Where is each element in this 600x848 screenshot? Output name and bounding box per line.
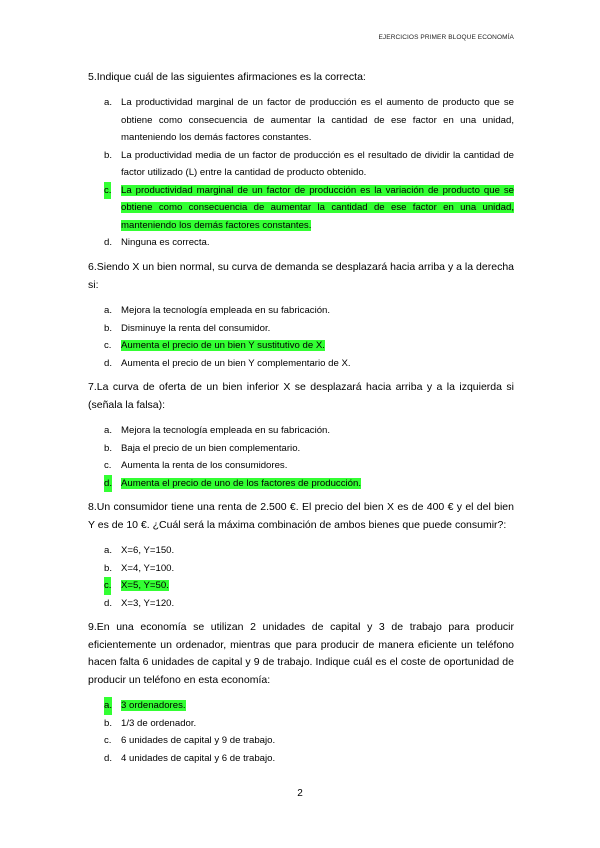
option-5d[interactable]: d. Ninguna es correcta. [104,237,210,248]
option-9d[interactable]: d. 4 unidades de capital y 6 de trabajo. [104,752,276,764]
page-header: EJERCICIOS PRIMER BLOQUE ECONOMÍA [378,34,514,41]
option-8a[interactable]: a. X=6, Y=150. [104,545,175,556]
option-7d-correct[interactable]: d. Aumenta el precio de uno de los factores de producción. [104,475,514,493]
question-6: 6.Siendo X un bien normal, su curva de demanda se desplazará hacia arriba y a la derecha si: [88,261,514,291]
option-7b[interactable]: b. Baja el precio de un bien complementario. [104,442,301,454]
question-5-options [104,94,514,252]
option-5b[interactable]: b. La productividad media de un factor de producción es el resultado de dividir la cantidad de factor utilizado (L) entre la cantidad de producto obtenido. [104,149,514,178]
option-8d[interactable]: d. X=3, Y=120. [104,597,175,609]
option-8c-correct[interactable]: c. X=5, Y=50. [104,577,514,595]
option-8b[interactable]: b. X=4, Y=100. [104,562,175,574]
page-number: 2 [297,788,303,799]
option-6c-correct[interactable]: c. Aumenta el precio de un bien Y sustitutivo de X. [104,340,325,351]
option-6b[interactable]: b. Disminuye la renta del consumidor. [104,322,271,334]
option-6a[interactable]: a. Mejora la tecnología empleada en su fabricación. [104,305,331,316]
question-8: 8.Un consumidor tiene una renta de 2.500 €. El precio del bien X es de 400 € y el del bien Y es de 10 €. ¿Cuál será la máxima combinación de ambos bienes que puede consumir?: [88,501,514,531]
question-5: 5.Indique cuál de las siguientes afirmaciones es la correcta: [88,71,366,83]
option-5a[interactable]: a. La productividad marginal de un factor de producción es el aumento de producto que se obtiene como consecuencia de aumentar la cantidad de ese factor en una unidad, manteniendo los demás factores constantes. [104,97,514,143]
question-9: 9.En una economía se utilizan 2 unidades de capital y 3 de trabajo para producir eficientemente un ordenador, mientras que para producir de manera eficiente un teléfono hacen falta 6 unidades de capital y 9 de trabajo. Indique cuál es el coste de oportunidad de producir un teléfono en esta economía: [88,621,514,686]
option-9c[interactable]: c. 6 unidades de capital y 9 de trabajo. [104,735,276,746]
option-7a[interactable]: a. Mejora la tecnología empleada en su fabricación. [104,425,331,436]
question-7-options [104,422,514,492]
option-9a-correct[interactable]: a. 3 ordenadores. [104,697,514,715]
question-7: 7.La curva de oferta de un bien inferior X se desplazará hacia arriba y a la izquierda si (señala la falsa): [88,381,514,411]
option-9b[interactable]: b. 1/3 de ordenador. [104,717,197,729]
option-6d[interactable]: d. Aumenta el precio de un bien Y complementario de X. [104,357,351,369]
question-8-options [104,542,514,612]
option-7c[interactable]: c. Aumenta la renta de los consumidores. [104,460,288,471]
question-9-options [104,697,514,767]
question-6-options [104,302,514,372]
option-5c-correct[interactable]: c. La productividad marginal de un factor de producción es la variación de producto que se obtiene como consecuencia de aumentar la cantidad de ese factor en una unidad, manteniendo los demás factores constantes. [104,182,514,235]
